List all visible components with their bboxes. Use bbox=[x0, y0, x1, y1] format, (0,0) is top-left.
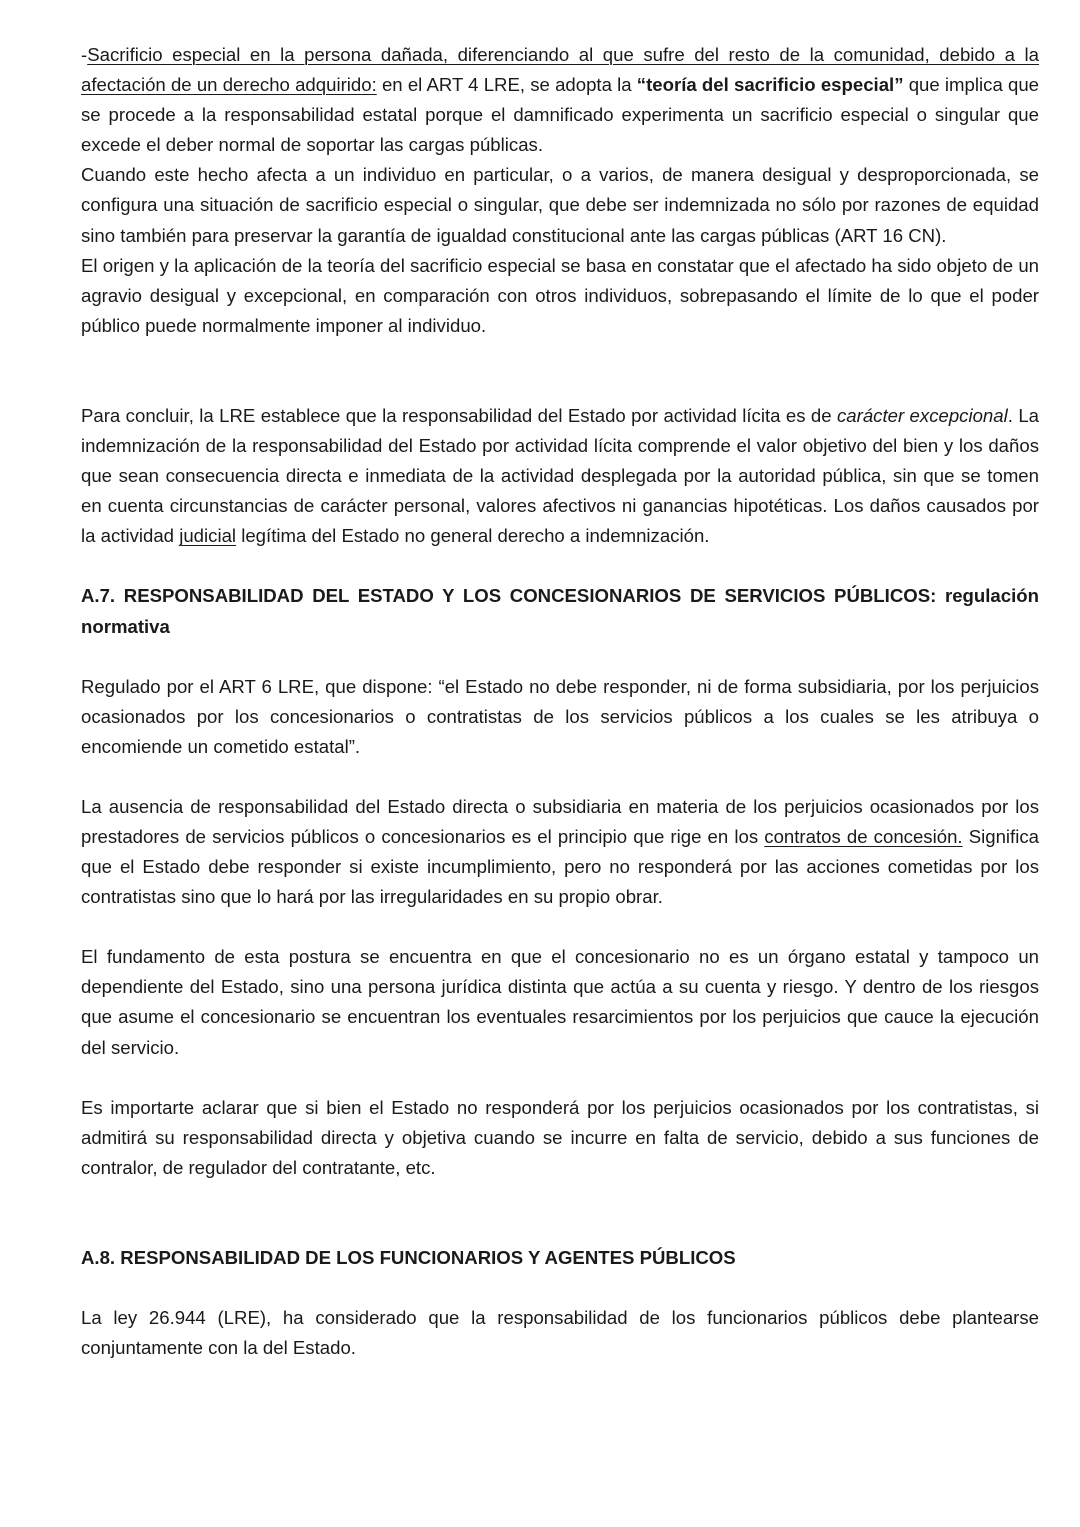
text-run: legítima del Estado no general derecho a indemnización. bbox=[236, 525, 710, 547]
spacer bbox=[81, 1063, 1039, 1093]
document-page bbox=[81, 40, 1039, 1363]
italic-term: carácter excepcional bbox=[836, 404, 1008, 426]
text-run: . La indemnización de la responsabilidad del Estado por actividad lícita comprende el valor objetivo del bien y los daños que sean consecuencia directa e inmediata de la actividad desplegada por la autoridad pública, sin que se tomen en cuenta circunstancias de carácter personal, valores afectivos ni ganancias hipotéticas. Los daños causados por la actividad bbox=[81, 404, 1039, 547]
section-heading-a8: A.8. RESPONSABILIDAD DE LOS FUNCIONARIOS Y AGENTES PÚBLICOS bbox=[81, 1246, 736, 1268]
spacer bbox=[81, 551, 1039, 581]
section-heading-a7: A.7. RESPONSABILIDAD DEL ESTADO Y LOS CONCESIONARIOS DE SERVICIOS PÚBLICOS: regulación normativa bbox=[81, 585, 1039, 637]
spacer bbox=[81, 341, 1039, 401]
list-dash: - bbox=[81, 44, 88, 65]
text-run: Significa que el Estado debe responder si existe incumplimiento, pero no responderá por las acciones cometidas por los contratistas sino que lo hará por las irregularidades en su propio obrar. bbox=[81, 825, 1039, 908]
text-run: que implica que se procede a la responsabilidad estatal porque el damnificado experimenta un sacrificio especial o singular que excede el deber normal de soportar las cargas públicas. bbox=[81, 74, 1039, 156]
text-run: en el ART 4 LRE, se adopta la bbox=[376, 74, 637, 96]
paragraph-art6: Regulado por el ART 6 LRE, que dispone: “el Estado no debe responder, ni de forma subsidiaria, por los perjuicios ocasionados por los concesionarios o contratistas de los servicios públicos a los cuales se les atribuya o encomiende un cometido estatal”. bbox=[81, 675, 1039, 757]
underlined-phrase: Sacrificio especial en la persona dañada, diferenciando al que sufre del resto de la comunidad, debido a la afectación de un derecho adquirido: bbox=[81, 44, 1039, 96]
underlined-word: judicial bbox=[179, 525, 237, 547]
bold-term: “teoría del sacrificio especial” bbox=[636, 74, 904, 96]
paragraph-ausencia-responsabilidad bbox=[81, 792, 1039, 912]
spacer bbox=[81, 762, 1039, 792]
underlined-phrase: contratos de concesión. bbox=[764, 825, 963, 847]
paragraph-fundamento: El fundamento de esta postura se encuentra en que el concesionario no es un órgano estatal y tampoco un dependiente del Estado, sino una persona jurídica distinta que actúa a su cuenta y riesgo. Y dentro de los riesgos que asume el concesionario se encuentran los eventuales resarcimientos por los perjuicios que cauce la ejecución del servicio. bbox=[81, 946, 1039, 1058]
paragraph-sacrificio-especial bbox=[81, 40, 1039, 160]
spacer bbox=[81, 642, 1039, 672]
text-run: Para concluir, la LRE establece que la responsabilidad del Estado por actividad lícita es de bbox=[81, 404, 837, 426]
spacer bbox=[81, 1183, 1039, 1243]
spacer bbox=[81, 1273, 1039, 1303]
spacer bbox=[81, 912, 1039, 942]
text-run: La ausencia de responsabilidad del Estado directa o subsidiaria en materia de los perjuicios ocasionados por los prestadores de servicios públicos o concesionarios es el principio que rige en los bbox=[81, 795, 1039, 847]
paragraph-situacion-sacrificio: Cuando este hecho afecta a un individuo en particular, o a varios, de manera desigual y desproporcionada, se configura una situación de sacrificio especial o singular, que debe ser indemnizada no sólo por razones de equidad sino también para preservar la garantía de igualdad constitucional ante las cargas públicas (ART 16 CN). bbox=[81, 164, 1039, 246]
paragraph-origen-teoria: El origen y la aplicación de la teoría del sacrificio especial se basa en constatar que el afectado ha sido objeto de un agravio desigual y excepcional, en comparación con otros individuos, sobrepasando el límite de lo que el poder público puede normalmente imponer al individuo. bbox=[81, 254, 1039, 336]
paragraph-conclusion bbox=[81, 401, 1039, 551]
paragraph-aclaracion: Es importarte aclarar que si bien el Estado no responderá por los perjuicios ocasionados por los contratistas, si admitirá su responsabilidad directa y objetiva cuando se incurre en falta de servicio, debido a sus funciones de contralor, de regulador del contratante, etc. bbox=[81, 1096, 1039, 1178]
paragraph-ley-26944: La ley 26.944 (LRE), ha considerado que la responsabilidad de los funcionarios públicos debe plantearse conjuntamente con la del Estado. bbox=[81, 1307, 1039, 1359]
